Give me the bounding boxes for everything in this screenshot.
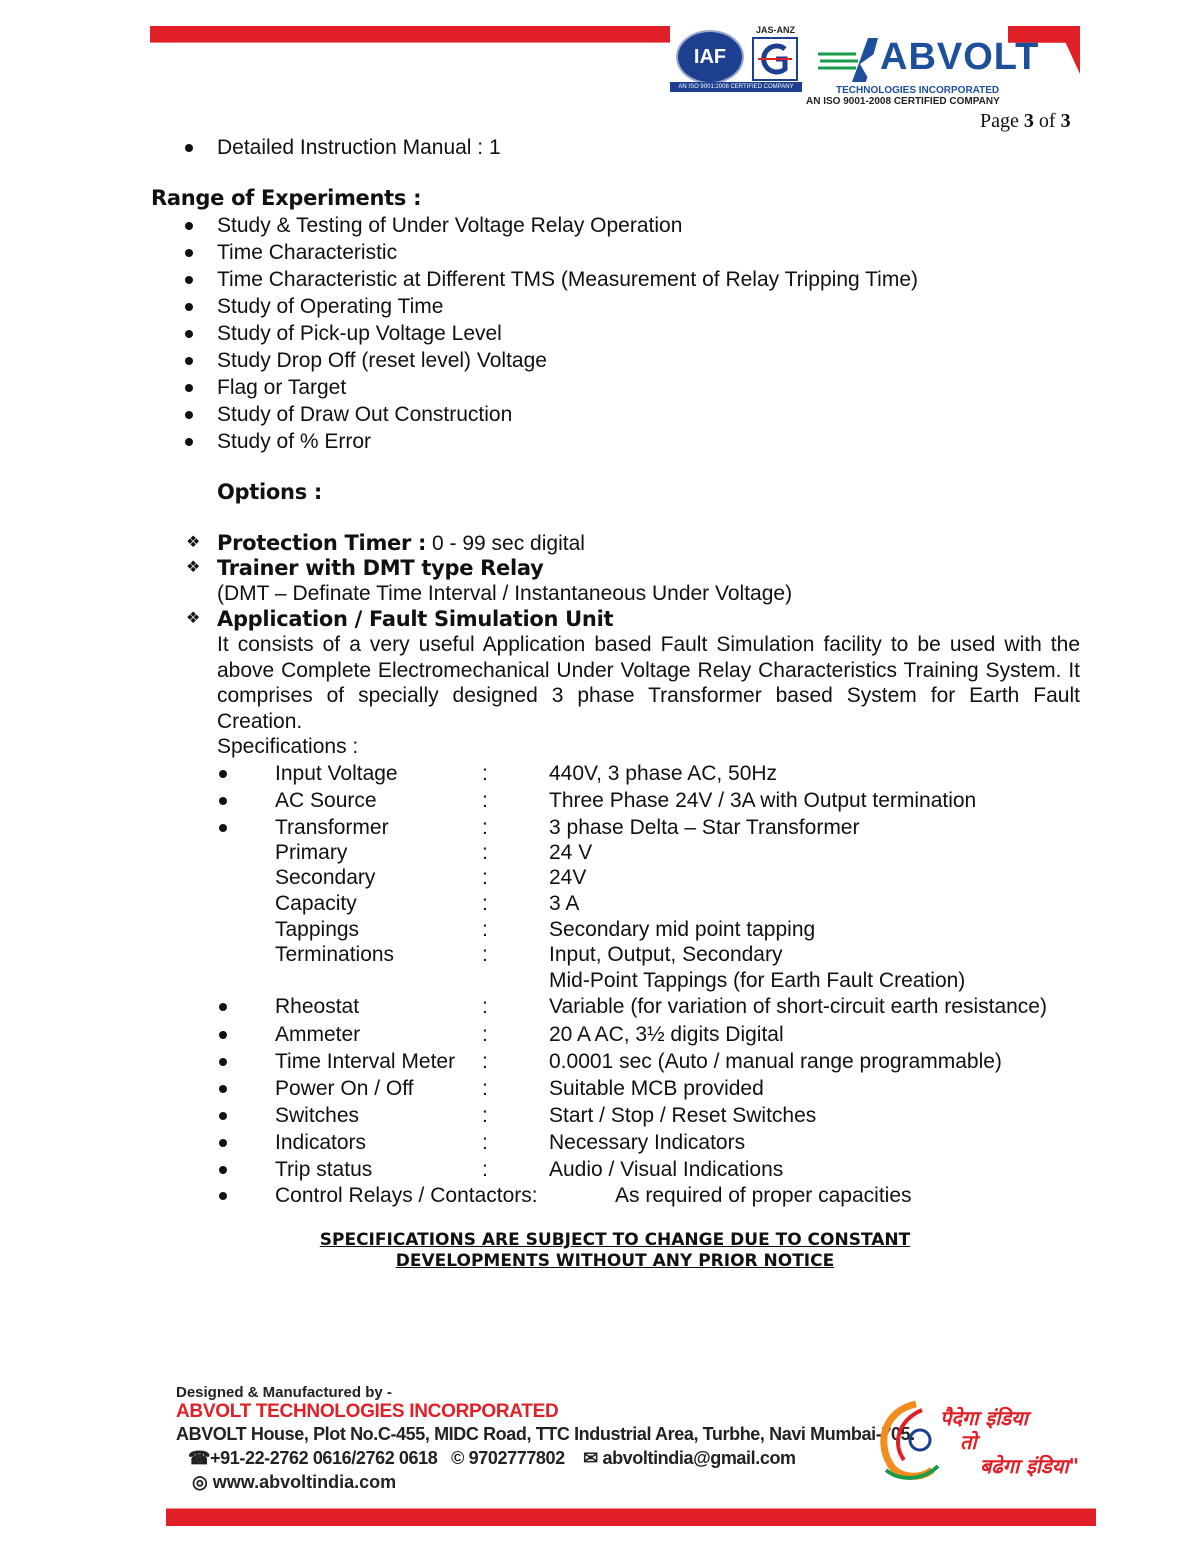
footer-mobile: 9702777802 [468,1448,565,1468]
experiment-item: Study & Testing of Under Voltage Relay Operation [217,214,683,237]
option-dmt-desc: (DMT – Definate Time Interval / Instantaneous Under Voltage) [217,582,793,605]
footer-email[interactable]: abvoltindia@gmail.com [602,1448,796,1468]
spec-colon: : [482,866,488,889]
spec-name: Indicators [275,1131,367,1154]
bullet-dot [185,303,193,311]
option-dmt-label: Trainer with DMT type Relay [217,556,544,580]
bullet-dot [185,384,193,392]
iso-cert-line: AN ISO 9001-2008 CERTIFIED COMPANY [806,96,1000,107]
footer-address: ABVOLT House, Plot No.C-455, MIDC Road, TTC Industrial Area, Turbhe, Navi Mumbai-705. [176,1424,915,1444]
slogan-line-2: तो [960,1430,977,1454]
option-fault-label: Application / Fault Simulation Unit [217,607,614,631]
footer-red-band [166,1494,1096,1526]
mobile-icon: © [451,1448,465,1468]
bullet-dot [219,770,227,778]
spec-name: Time Interval Meter [275,1050,456,1073]
bullet-dot [219,824,227,832]
page-number [980,110,1071,133]
bullet-dot [185,249,193,257]
spec-name: Secondary [275,866,376,889]
spec-colon: : [482,892,488,915]
spec-colon: : [482,762,488,785]
experiment-item: Time Characteristic at Different TMS (Measurement of Relay Tripping Time) [217,268,919,291]
spec-name: Switches [275,1104,360,1127]
header-red-band [150,26,670,56]
bullet-dot [219,1085,227,1093]
phone-fax-icon: ☎ [188,1448,211,1468]
spec-name: Primary [275,841,348,864]
spec-name: Tappings [275,918,360,941]
spec-value: 3 A [549,892,580,915]
experiment-item: Study Drop Off (reset level) Voltage [217,349,547,372]
supply-item: Detailed Instruction Manual : 1 [217,136,501,159]
india-swirl-icon [876,1400,946,1482]
bullet-dot [185,144,193,152]
spec-colon: : [482,995,488,1018]
spec-name: Control Relays / Contactors: [275,1184,538,1207]
bullet-dot [185,411,193,419]
experiment-item: Flag or Target [217,376,347,399]
spec-value: 3 phase Delta – Star Transformer [549,816,860,839]
spec-colon: : [482,841,488,864]
abvolt-logo-text: ABVOLT [880,36,1040,78]
diamond-bullet-icon: ❖ [186,534,201,551]
spec-name: Trip status [275,1158,373,1181]
bullet-dot [219,1003,227,1011]
bullet-dot [185,222,193,230]
cert-bar: AN ISO 9001:2008 CERTIFIED COMPANY [670,82,802,92]
spec-value: 0.0001 sec (Auto / manual range programmable) [549,1050,1002,1073]
iaf-logo [676,30,744,84]
spec-value: 24 V [549,841,593,864]
spec-name: Terminations [275,943,395,966]
tech-inc-label: TECHNOLOGIES INCORPORATED [836,85,1000,96]
spec-name: AC Source [275,789,377,812]
spec-value: Secondary mid point tapping [549,918,816,941]
notice-line-2: DEVELOPMENTS WITHOUT ANY PRIOR NOTICE [395,1251,835,1271]
spec-value: Variable (for variation of short-circuit earth resistance) [549,995,1047,1018]
spec-name: Power On / Off [275,1077,414,1100]
spec-colon: : [482,1104,488,1127]
page-prefix: Page [980,110,1024,132]
spec-value: 24V [549,866,587,889]
footer-web [192,1472,396,1493]
spec-name: Capacity [275,892,357,915]
spec-colon: : [482,918,488,941]
page-current: 3 [1023,110,1034,132]
spec-value: As required of proper capacities [615,1184,912,1207]
option-timer-value: 0 - 99 sec digital [426,532,585,555]
bullet-dot [219,1058,227,1066]
experiment-item: Study of Pick-up Voltage Level [217,322,502,345]
iaf-label: IAF [693,45,727,68]
bullet-dot [219,1166,227,1174]
spec-value: Start / Stop / Reset Switches [549,1104,817,1127]
experiment-item: Time Characteristic [217,241,398,264]
diamond-bullet-icon: ❖ [186,559,201,576]
spec-colon: : [482,1077,488,1100]
spec-colon: : [482,1023,488,1046]
experiment-item: Study of Operating Time [217,295,444,318]
spec-name: Ammeter [275,1023,361,1046]
spec-name: Input Voltage [275,762,398,785]
spec-value: Input, Output, Secondary [549,943,783,966]
diamond-bullet-icon: ❖ [186,610,201,627]
bullet-dot [219,1031,227,1039]
bullet-dot [185,330,193,338]
footer-website[interactable]: www.abvoltindia.com [212,1472,397,1492]
experiment-item: Study of % Error [217,430,372,453]
spec-value: 20 A AC, 3½ digits Digital [549,1023,784,1046]
spec-colon: : [482,943,488,966]
page-mid: of [1033,110,1061,132]
slogan-line-1: पैदेगा इंडिया [940,1406,1028,1430]
options-heading: Options : [217,480,323,504]
bullet-dot [219,1112,227,1120]
spec-value: Mid-Point Tappings (for Earth Fault Creation) [549,969,966,992]
spec-colon: : [482,1050,488,1073]
fault-description: It consists of a very useful Application based Fault Simulation facility to be used with the above Complete Electromechanical Under Voltage Relay Characteristics Training System. It comprises of specially designed 3 phase Transformer based System for Earth Fault Creation. [217,633,1080,733]
bullet-dot [185,438,193,446]
experiment-item: Study of Draw Out Construction [217,403,513,426]
spec-colon: : [482,816,488,839]
specifications-label: Specifications : [217,735,359,758]
footer-phone: +91-22-2762 0616/2762 0618 [210,1448,438,1468]
notice-line-1: SPECIFICATIONS ARE SUBJECT TO CHANGE DUE TO CONSTANT [319,1230,911,1250]
spec-name: Rheostat [275,995,360,1018]
option-timer-label: Protection Timer : [217,531,427,555]
spec-colon: : [482,1158,488,1181]
spec-value: Three Phase 24V / 3A with Output termination [549,789,977,812]
globe-icon: ◎ [192,1472,208,1492]
spec-colon: : [482,789,488,812]
spec-value: Necessary Indicators [549,1131,746,1154]
experiments-heading: Range of Experiments : [151,186,422,210]
footer-company: ABVOLT TECHNOLOGIES INCORPORATED [176,1401,559,1422]
jas-anz-logo [752,37,798,81]
spec-name: Transformer [275,816,389,839]
bullet-dot [219,797,227,805]
page-total: 3 [1060,110,1071,132]
email-icon: ✉ [583,1448,598,1468]
spec-value: 440V, 3 phase AC, 50Hz [549,762,778,785]
bullet-dot [219,1139,227,1147]
option-timer [217,530,585,557]
jas-anz-label: JAS-ANZ [756,25,796,35]
bullet-dot [219,1192,227,1200]
footer-contacts [188,1448,796,1469]
spec-value: Suitable MCB provided [549,1077,764,1100]
bullet-dot [185,357,193,365]
footer-designed-by: Designed & Manufactured by - [176,1384,392,1401]
slogan-line-3: बढेगा इंडिया" [980,1454,1079,1478]
spec-value: Audio / Visual Indications [549,1158,784,1181]
bullet-dot [185,276,193,284]
spec-colon: : [482,1131,488,1154]
